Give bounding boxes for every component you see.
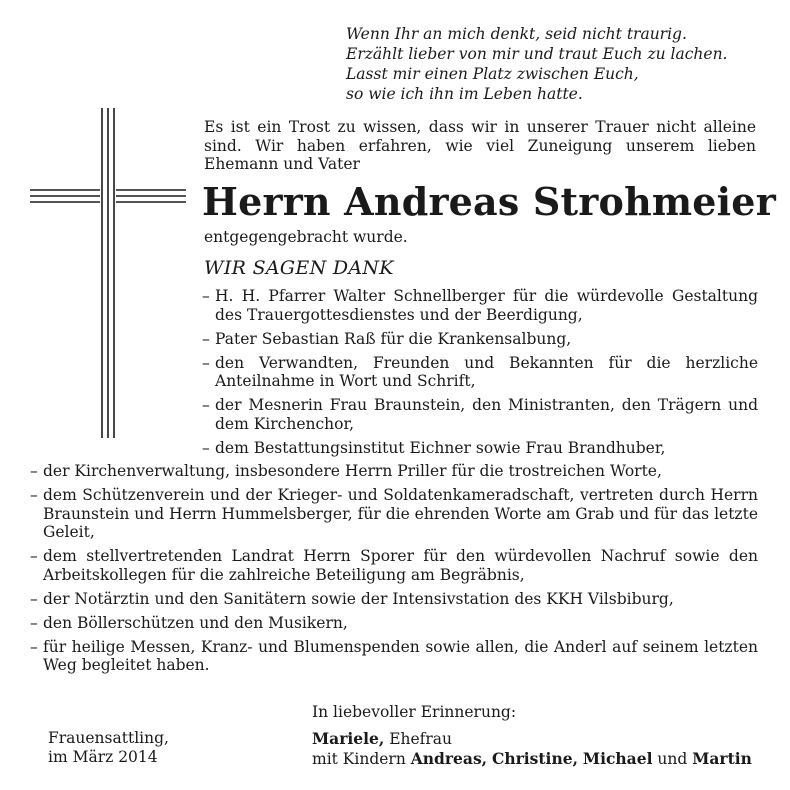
dash-bullet: – [202,329,210,348]
list-item-text: H. H. Pfarrer Walter Schnellberger für die würdevolle Gestaltung des Trauergottesdienstes und der Beerdigung, [215,287,758,324]
date: im März 2014 [48,748,158,766]
child-name: Christine, [492,749,578,768]
list-item [202,439,758,458]
list-item [30,486,758,542]
child-name: Michael [582,749,653,768]
list-item-text: für heilige Messen, Kranz- und Blumenspenden sowie allen, die Anderl auf seinem letzten Weg begleitet haben. [43,637,758,674]
poem-line: Lasst mir einen Platz zwischen Euch, [346,65,639,83]
dash-bullet: – [30,613,38,632]
wife-name: Mariele, [312,729,385,748]
child-name: Andreas, [410,749,488,768]
place-date [48,729,169,767]
thanks-heading: WIR SAGEN DANK [204,257,394,279]
closing-line: In liebevoller Erinnerung: [312,703,517,721]
list-item-text: der Kirchenverwaltung, insbesondere Herrn Priller für die trostreichen Worte, [43,462,662,480]
place: Frauensattling, [48,729,169,747]
dash-bullet: – [202,287,210,305]
list-item [30,590,758,609]
list-item [202,330,758,349]
dash-bullet: – [202,396,210,414]
wife-role: Ehefrau [384,730,453,748]
list-item-text: den Verwandten, Freunden und Bekannten für die herzliche Anteilnahme in Wort und Schrift, [215,353,758,390]
list-item-text: dem Schützenverein und der Krieger- und Soldatenkameradschaft, vertreten durch Herrn Braunstein und Herrn Hummelsberger, für die ehrenden Worte am Grab und für das letzte Geleit, [43,486,758,541]
poem-line: Wenn Ihr an mich denkt, seid nicht traurig. [346,25,687,43]
signature-wife [312,729,752,749]
list-item-text: der Notärztin und den Sanitätern sowie der Intensivstation des KKH Vilsbiburg, [43,589,674,608]
dash-bullet: – [30,462,38,480]
deceased-name: Herrn Andreas Strohmeier [202,179,776,224]
list-item [30,462,758,481]
list-item [30,638,758,675]
list-item [202,287,758,324]
dash-bullet: – [30,637,38,656]
poem-line: Erzählt lieber von mir und traut Euch zu lachen. [346,45,728,63]
poem-line: so wie ich ihn im Leben hatte. [346,85,583,103]
thanks-list-indented [202,287,758,463]
child-name: Martin [692,749,752,768]
cross-icon [30,108,186,438]
signature-children [312,749,752,769]
thanks-list-full [30,462,758,680]
dash-bullet: – [202,353,210,372]
list-item [202,354,758,391]
dash-bullet: – [30,486,38,504]
list-item-text: den Böllerschützen und den Musikern, [43,613,348,632]
intro-continuation: entgegengebracht wurde. [204,228,408,246]
poem-verse [346,24,727,104]
signature-block [312,729,752,769]
dash-bullet: – [30,589,38,608]
dash-bullet: – [30,547,38,565]
list-item [30,547,758,584]
dash-bullet: – [202,438,210,457]
list-item [30,614,758,633]
list-item-text: der Mesnerin Frau Braunstein, den Ministranten, den Trägern und dem Kirchenchor, [215,396,758,433]
list-item-text: Pater Sebastian Raß für die Krankensalbung, [215,329,572,348]
list-item [202,396,758,433]
children-prefix: mit Kindern [312,750,411,768]
intro-text: Es ist ein Trost zu wissen, dass wir in unserer Trauer nicht alleine sind. Wir haben erfahren, wie viel Zuneigung unserem lieben Ehemann und Vater [204,118,756,173]
conjunction: und [652,750,693,768]
list-item-text: dem stellvertretenden Landrat Herrn Sporer für den würdevollen Nachruf sowie den Arbeitskollegen für die zahlreiche Beteiligung am Begräbnis, [43,547,758,584]
list-item-text: dem Bestattungsinstitut Eichner sowie Frau Brandhuber, [215,438,666,457]
